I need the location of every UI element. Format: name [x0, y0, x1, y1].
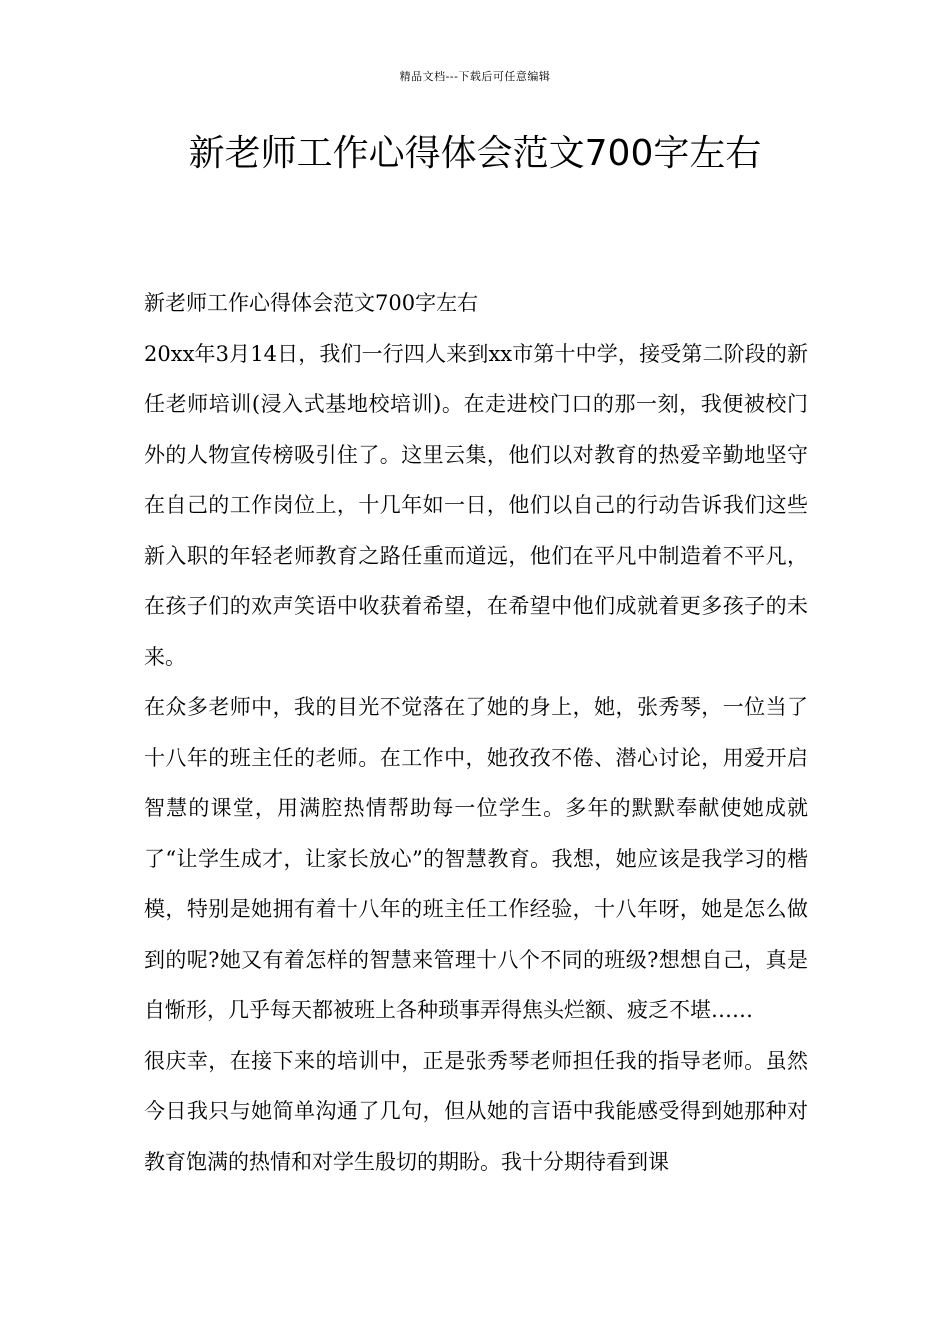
document-body — [144, 278, 808, 1187]
paragraph: 很庆幸，在接下来的培训中，正是张秀琴老师担任我的指导老师。虽然今日我只与她简单沟通了几句，但从她的言语中我能感受得到她那种对教育饱满的热情和对学生殷切的期盼。我十分期待看到课 — [144, 1048, 808, 1174]
paragraph: 在众多老师中，我的目光不觉落在了她的身上，她，张秀琴，一位当了十八年的班主任的老师。在工作中，她孜孜不倦、潜心讨论，用爱开启智慧的课堂，用满腔热情帮助每一位学生。多年的默默奉献使她成就了“让学生成才，让家长放心”的智慧教育。我想，她应该是我学习的楷模，特别是她拥有着十八年的班主任工作经验，十八年呀，她是怎么做到的呢?她又有着怎样的智慧来管理十八个不同的班级?想想自己，真是自惭形，几乎每天都被班上各种琐事弄得焦头烂额、疲乏不堪…… — [144, 695, 808, 1022]
document-title: 新老师工作心得体会范文700字左右 — [188, 133, 762, 174]
paragraph-subtitle: 新老师工作心得体会范文700字左右 — [144, 291, 479, 315]
paragraph: 20xx年3月14日，我们一行四人来到xx市第十中学，接受第二阶段的新任老师培训(浸入式基地校培训)。在走进校门口的那一刻，我便被校门外的人物宣传榜吸引住了。这里云集，他们以对教育的热爱辛勤地坚守在自己的工作岗位上，十几年如一日，他们以自己的行动告诉我们这些新入职的年轻老师教育之路任重而道远，他们在平凡中制造着不平凡，在孩子们的欢声笑语中收获着希望，在希望中他们成就着更多孩子的未来。 — [144, 341, 808, 669]
header-note: 精品文档---下载后可任意编辑 — [399, 70, 551, 83]
